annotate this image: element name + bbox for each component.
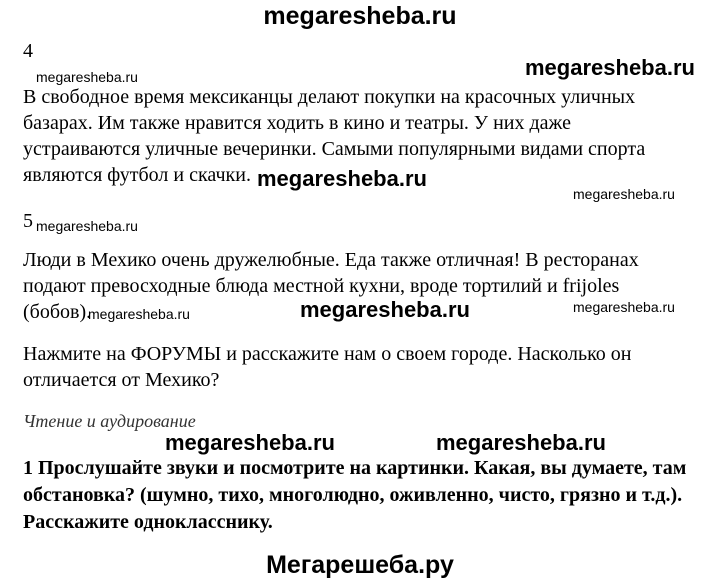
header-watermark: megaresheba.ru <box>263 2 457 30</box>
text-line: 1 Прослушайте звуки и посмотрите на картинки. Какая, вы думаете, там <box>23 457 687 479</box>
small-watermark: megaresheba.ru <box>573 186 675 202</box>
text-line: являются футбол и скачки. <box>23 164 251 186</box>
bold-watermark: megaresheba.ru <box>300 297 470 322</box>
bold-watermark: megaresheba.ru <box>436 430 606 455</box>
small-watermark: megaresheba.ru <box>573 299 675 315</box>
bold-watermark: megaresheba.ru <box>525 55 695 80</box>
text-line: обстановка? (шумно, тихо, многолюдно, оживленно, чисто, грязно и т.д.). <box>23 484 683 506</box>
text-line: Расскажите однокласснику. <box>23 511 273 533</box>
block-number-4: 4 <box>23 40 33 62</box>
text-line: В свободное время мексиканцы делают покупки на красочных уличных <box>23 86 636 108</box>
text-line: подают превосходные блюда местной кухни, вроде тортилий и frijoles <box>23 275 620 297</box>
footer-watermark: Мегарешеба.ру <box>266 551 454 579</box>
text-line: устраиваются уличные вечеринки. Самыми популярными видами спорта <box>23 138 646 160</box>
task-1 <box>23 455 686 536</box>
small-watermark: megaresheba.ru <box>88 306 190 322</box>
forum-prompt <box>23 341 713 393</box>
bold-watermark: megaresheba.ru <box>165 430 335 455</box>
small-watermark: megaresheba.ru <box>36 69 138 85</box>
block-number-5: 5 <box>23 210 33 232</box>
text-line: отличается от Мехико? <box>23 369 220 391</box>
text-line: (бобов). <box>23 301 92 323</box>
text-line: Люди в Мехико очень дружелюбные. Еда также отличная! В ресторанах <box>23 249 639 271</box>
small-watermark: megaresheba.ru <box>36 218 138 234</box>
bold-watermark: megaresheba.ru <box>257 166 427 191</box>
section-title: Чтение и аудирование <box>23 411 196 431</box>
text-line: базарах. Им также нравится ходить в кино и театры. У них даже <box>23 112 571 134</box>
text-line: Нажмите на ФОРУМЫ и расскажите нам о своем городе. Насколько он <box>23 343 632 365</box>
